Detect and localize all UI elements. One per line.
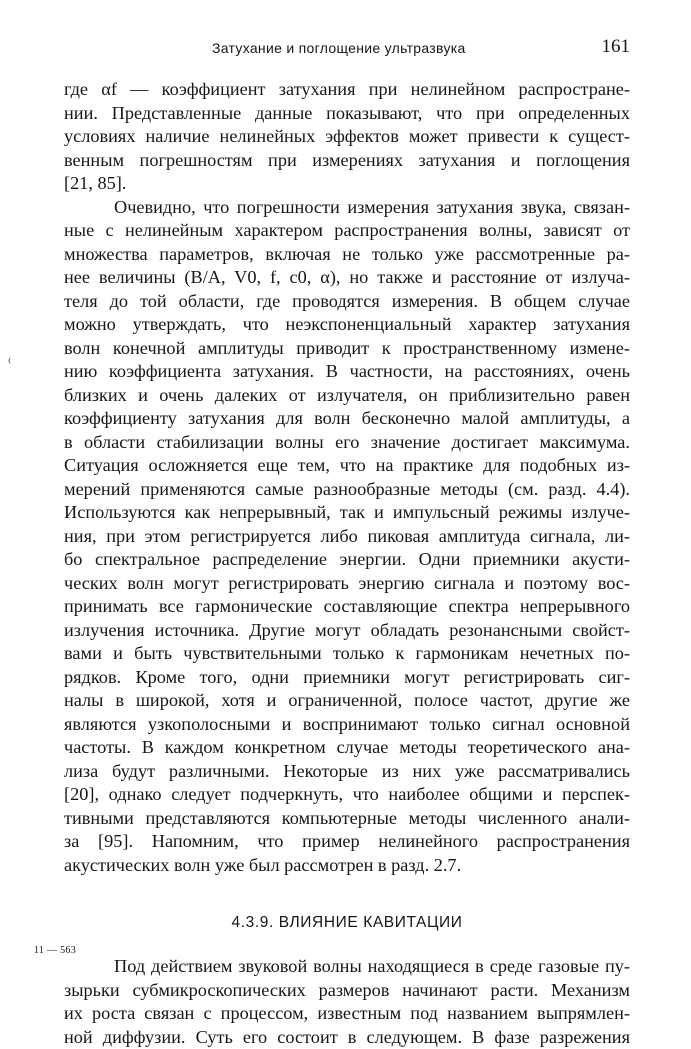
running-title: Затухание и поглощение ультразвука [212, 40, 466, 56]
text-line: являются узкополосными и воспринимают только сигнал основной [64, 713, 630, 737]
text-line: за [95]. Напомним, что пример нелинейного распространения [64, 830, 630, 854]
section-heading: 4.3.9. ВЛИЯНИЕ КАВИТАЦИИ [64, 910, 630, 935]
text-line: нию коэффициента затухания. В частности, на расстояниях, очень [64, 360, 630, 384]
text-line: [21, 85]. [64, 172, 630, 196]
text-line: излучения источника. Другие могут обладать резонансными свойст- [64, 619, 630, 643]
text-line: лиза будут различными. Некоторые из них уже рассматривались [64, 760, 630, 784]
text-line: можно утверждать, что неэкспоненциальный характер затухания [64, 313, 630, 337]
text-line: мерений применяются самые разнообразные методы (см. разд. 4.4). [64, 478, 630, 502]
margin-mark: ⁽ [8, 355, 11, 371]
text-line: Под действием звуковой волны находящиеся в среде газовые пу- [64, 955, 630, 979]
paragraph-2 [64, 196, 630, 878]
text-line: налы в широкой, хотя и ограниченной, полосе частот, другие же [64, 689, 630, 713]
text-line: где αf — коэффициент затухания при нелинейном распростране- [64, 78, 630, 102]
text-line: волн конечной амплитуды приводит к пространственному измене- [64, 337, 630, 361]
body-text [64, 78, 630, 1049]
paragraph-1 [64, 78, 630, 196]
signature-mark: 11 — 563 [34, 945, 76, 956]
text-line: их роста связан с процессом, известным под названием выпрямлен- [64, 1002, 630, 1026]
text-line: условиях наличие нелинейных эффектов может привести к сущест- [64, 125, 630, 149]
text-line: акустических волн уже был рассмотрен в разд. 2.7. [64, 854, 630, 878]
text-line: зырьки субмикроскопических размеров начинают расти. Механизм [64, 979, 630, 1003]
running-header [64, 40, 630, 66]
page-number: 161 [602, 36, 631, 58]
text-line: бо спектральное распределение энергии. Одни приемники акусти- [64, 548, 630, 572]
text-line: нее величины (B/A, V0, f, c0, α), но также и расстояние от излуча- [64, 266, 630, 290]
text-line: ческих волн могут регистрировать энергию сигнала и поэтому вос- [64, 572, 630, 596]
text-line: ния, при этом регистрируется либо пиковая амплитуда сигнала, ли- [64, 525, 630, 549]
text-line: теля до той области, где проводятся измерения. В общем случае [64, 290, 630, 314]
text-line: в области стабилизации волны его значение достигает максимума. [64, 431, 630, 455]
text-line: тивными представляются компьютерные методы численного анали- [64, 807, 630, 831]
text-line: нии. Представленные данные показывают, что при определенных [64, 102, 630, 126]
text-line: близких и очень далеких от излучателя, он приблизительно равен [64, 384, 630, 408]
text-line: Используются как непрерывный, так и импульсный режимы излуче- [64, 501, 630, 525]
text-line: венным погрешностям при измерениях затухания и поглощения [64, 149, 630, 173]
text-line: ные с нелинейным характером распространения волны, зависят от [64, 219, 630, 243]
text-line: рядков. Кроме того, одни приемники могут регистрировать сиг- [64, 666, 630, 690]
text-line: частоты. В каждом конкретном случае методы теоретического ана- [64, 736, 630, 760]
text-line: множества параметров, включая не только уже рассмотренные ра- [64, 243, 630, 267]
text-line: [20], однако следует подчеркнуть, что наиболее общими и перспек- [64, 783, 630, 807]
text-line: ной диффузии. Суть его состоит в следующем. В фазе разрежения [64, 1026, 630, 1049]
text-line: Ситуация осложняется еще тем, что на практике для подобных из- [64, 454, 630, 478]
text-line: Очевидно, что погрешности измерения затухания звука, связан- [64, 196, 630, 220]
text-line: вами и быть чувствительными только к гармоникам нечетных по- [64, 642, 630, 666]
paragraph-3 [64, 955, 630, 1049]
text-line: принимать все гармонические составляющие спектра непрерывного [64, 595, 630, 619]
text-line: коэффициенту затухания для волн бесконечно малой амплитуды, а [64, 407, 630, 431]
